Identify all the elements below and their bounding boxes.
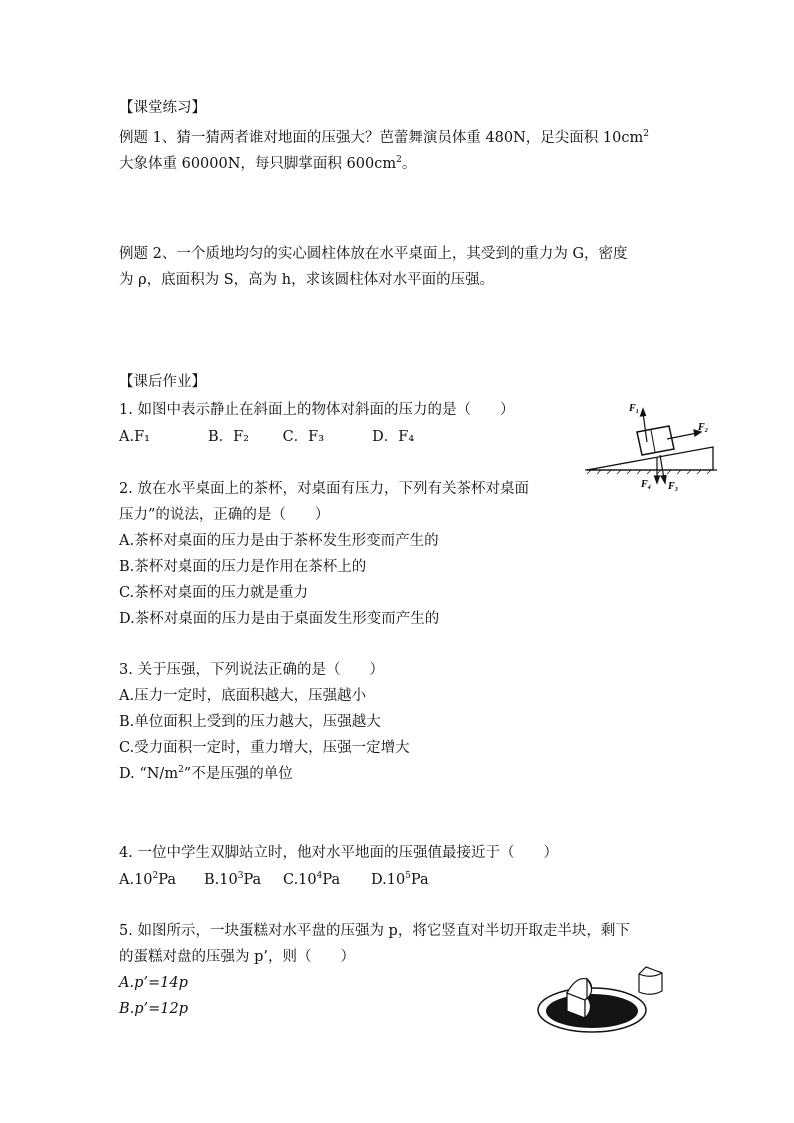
label-f2: F₂ [698, 422, 709, 433]
q4-option-b-unit: Pa [243, 872, 262, 888]
removed-half-cake [639, 967, 662, 994]
superscript: 4 [316, 871, 323, 881]
q2-option-d: D.茶杯对桌面的压力是由于桌面发生形变而产生的 [119, 611, 440, 627]
example1-line2 [119, 154, 416, 174]
q5-option-a: A.p’=14p [119, 975, 188, 991]
block [637, 426, 674, 455]
q1-stem: 1. 如图中表示静止在斜面上的物体对斜面的压力的是（ ） [119, 402, 515, 418]
remaining-half-cake [567, 979, 592, 1018]
q4-option-a [119, 870, 176, 890]
q4-option-c-unit: Pa [322, 872, 341, 888]
q3-option-c: C.受力面积一定时，重力增大，压强一定增大 [119, 740, 410, 756]
example2-line2: 为 ρ，底面积为 S，高为 h，求该圆柱体对水平面的压强。 [119, 272, 495, 288]
superscript: 3 [237, 871, 244, 881]
q2-option-c: C.茶杯对桌面的压力就是重力 [119, 585, 309, 601]
q4-option-a-base: A.10 [119, 872, 153, 888]
q1-options: A.F₁ B．F₂ C．F₃ D．F₄ [119, 429, 415, 445]
q3-stem: 3. 关于压强，下列说法正确的是（ ） [119, 662, 384, 678]
q5-option-b: B.p’=12p [119, 1001, 189, 1017]
q5-stem-line1: 5. 如图所示，一块蛋糕对水平盘的压强为 p，将它竖直对半切开取走半块，剩下 [119, 923, 630, 939]
example1-line1 [119, 128, 649, 148]
homework-heading: 【课后作业】 [119, 374, 206, 390]
superscript: 2 [152, 871, 159, 881]
q3-option-d-end: ”不是压强的单位 [183, 766, 293, 782]
q2-stem-line1: 2. 放在水平桌面上的茶杯，对桌面有压力，下列有关茶杯对桌面 [119, 481, 529, 497]
q3-option-d-text: D. “N/m [119, 766, 179, 782]
q4-option-a-unit: Pa [158, 872, 177, 888]
q3-option-b: B.单位面积上受到的压力越大，压强越大 [119, 714, 381, 730]
superscript: 2 [643, 129, 649, 139]
superscript: 5 [405, 871, 411, 881]
example1-line2-end: 。 [401, 156, 417, 172]
q4-option-c-base: C.10 [283, 872, 317, 888]
q4-option-b-base: B.10 [204, 872, 238, 888]
q4-option-d-base: D.10 [371, 872, 406, 888]
example2-line1: 例题 2、一个质地均匀的实心圆柱体放在水平桌面上，其受到的重力为 G，密度 [119, 246, 628, 262]
example1-line2-text: 大象体重 60000N，每只脚掌面积 600cm [119, 156, 397, 172]
q4-option-b [204, 870, 261, 890]
q4-option-d-unit: Pa [410, 872, 429, 888]
plate-center [546, 994, 638, 1028]
q2-option-b: B.茶杯对桌面的压力是作用在茶杯上的 [119, 559, 367, 575]
example1-line1-text: 例题 1、猜一猜两者谁对地面的压强大？芭蕾舞演员体重 480N，足尖面积 10cm [119, 130, 644, 146]
q4-option-d [371, 870, 429, 890]
q3-option-a: A.压力一定时，底面积越大，压强越小 [119, 688, 367, 704]
q2-option-a: A.茶杯对桌面的压力是由于茶杯发生形变而产生的 [119, 533, 439, 549]
superscript: 2 [178, 765, 184, 775]
label-f1: F₁ [629, 403, 640, 414]
cake-plate-diagram [535, 960, 670, 1035]
superscript: 2 [396, 155, 402, 165]
label-f4: F₄ [641, 479, 652, 490]
q3-option-d [119, 764, 293, 784]
q4-option-c [283, 870, 340, 890]
incline-force-diagram [585, 395, 725, 495]
label-f3: F₃ [668, 481, 679, 492]
classwork-heading: 【课堂练习】 [119, 100, 206, 116]
q2-stem-line2: 压力”的说法，正确的是（ ） [119, 507, 330, 523]
q4-stem: 4. 一位中学生双脚站立时，他对水平地面的压强值最接近于（ ） [119, 845, 558, 861]
q5-stem-line2: 的蛋糕对盘的压强为 p’，则（ ） [119, 949, 355, 965]
